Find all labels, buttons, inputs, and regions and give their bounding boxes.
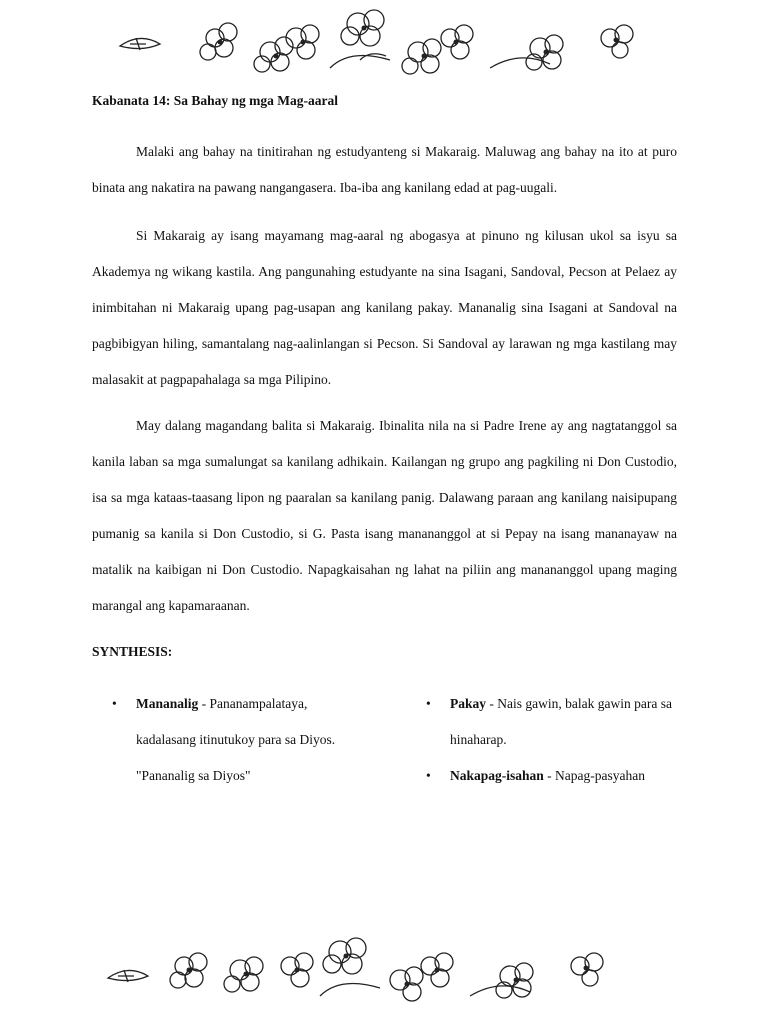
bullet-icon: •	[112, 696, 117, 711]
glossary-term: Mananalig	[136, 696, 199, 711]
list-item	[426, 758, 686, 794]
bullet-icon: •	[426, 696, 431, 711]
list-item	[426, 686, 686, 758]
synthesis-list-right	[426, 686, 686, 794]
chapter-title: Kabanata 14: Sa Bahay ng mga Mag-aaral	[92, 93, 339, 108]
paragraph-1-text: Malaki ang bahay na tinitirahan ng estudyanteng si Makaraig. Maluwag ang bahay na ito at puro binata ang nakatira na pawang nangangasera. Iba-iba ang kanilang edad at pag-uugali.	[92, 144, 677, 195]
paragraph-2	[92, 218, 677, 398]
glossary-term: Pakay	[450, 696, 487, 711]
glossary-definition: - Napag-pasyahan	[543, 768, 646, 783]
paragraph-3-text: May dalang magandang balita si Makaraig. Ibinalita nila na si Padre Irene ay ang nagtatanggol sa kanila laban sa mga sumalungat sa kanilang adhikain. Kailangan ng grupo ang pagkiling ni Don Custodio, isa sa mga kataas-taasang lipon ng paaralan sa kanilang panig. Dalawang paraan ang kanilang naisipupang pumanig sa kanila si Don Custodio, si G. Pasta isang manananggol at si Pepay na isang mananayaw na matalik na kaibigan ni Don Custodio. Napagkaisahan ng lahat na piliin ang manananggol upang maging marangal ang kapamaraanan.	[92, 418, 677, 613]
bullet-icon: •	[426, 768, 431, 783]
paragraph-3	[92, 408, 677, 624]
paragraph-1	[92, 134, 677, 206]
synthesis-list-left	[112, 686, 362, 794]
glossary-definition: - Nais gawin, balak gawin para sa hinaharap.	[450, 696, 672, 747]
list-item	[112, 686, 362, 794]
bottom-floral-border-icon	[100, 936, 670, 1016]
paragraph-2-text: Si Makaraig ay isang mayamang mag-aaral ng abogasya at pinuno ng kilusan ukol sa isyu sa Akademya ng wikang kastila. Ang pangunahing estudyante na sina Isagani, Sandoval, Pecson at Pelaez ay inimbitahan ni Makaraig upang pag-usapan ang kanilang pakay. Mananalig sina Isagani at Sandoval na pagbibigyan hiling, samantalang nag-aalinlangan si Pecson. Si Sandoval ay larawan ng mga kastilang may malasakit at pagpapahalaga sa mga Pilipino.	[92, 228, 677, 387]
synthesis-heading: SYNTHESIS:	[92, 644, 173, 659]
top-floral-border-icon	[100, 8, 670, 88]
glossary-definition: - Pananampalataya, kadalasang itinutukoy para sa Diyos. "Pananalig sa Diyos"	[136, 696, 336, 783]
glossary-term: Nakapag-isahan	[450, 768, 544, 783]
